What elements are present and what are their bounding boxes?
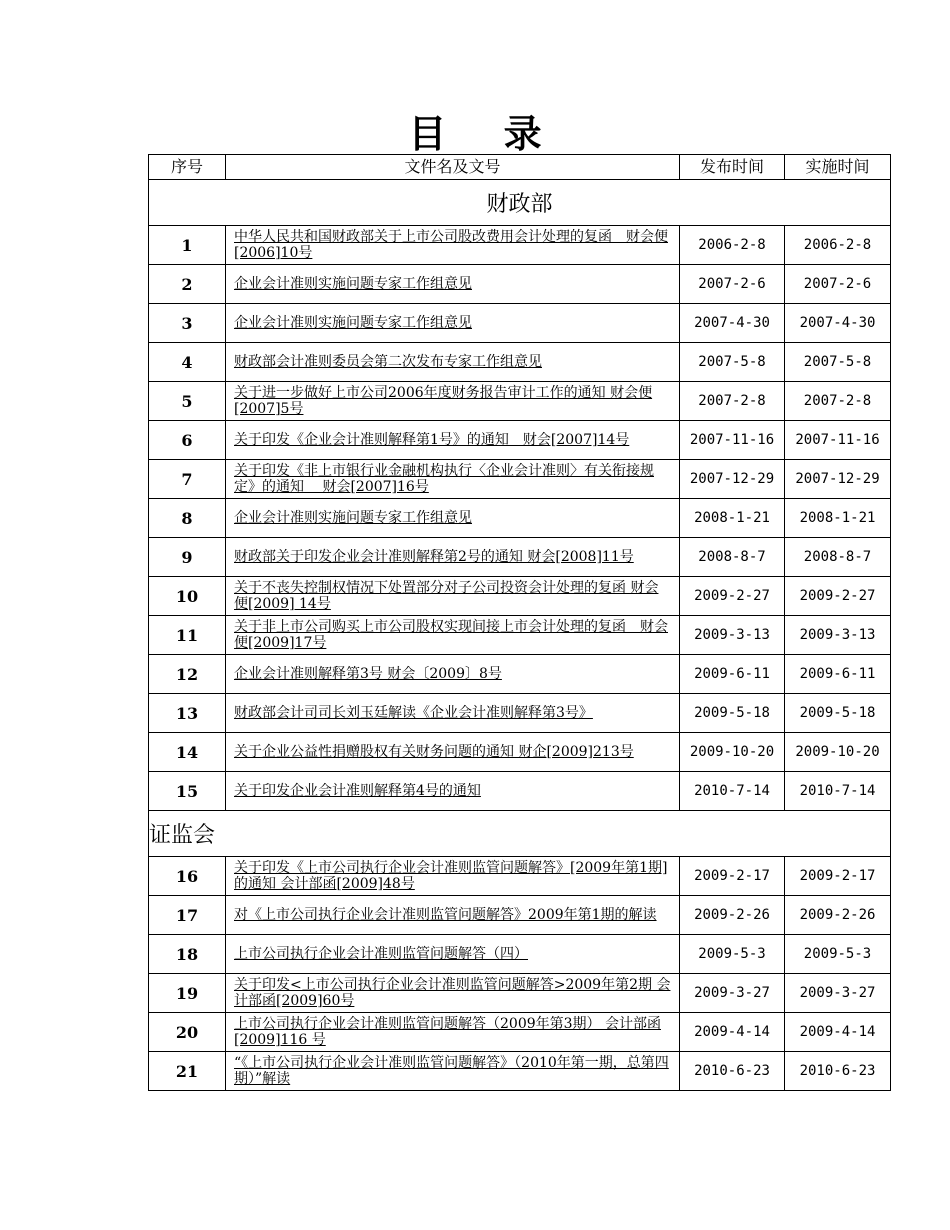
publish-date: 2007-2-8 xyxy=(680,382,785,421)
table-row xyxy=(149,772,891,811)
document-link[interactable]: 关于进一步做好上市公司2006年度财务报告审计工作的通知 财会便[2007]5号 xyxy=(234,385,653,417)
section-row xyxy=(149,811,891,857)
effective-date: 2009-3-13 xyxy=(785,616,891,655)
effective-date: 2009-5-18 xyxy=(785,694,891,733)
document-link[interactable]: 企业会计准则实施问题专家工作组意见 xyxy=(234,510,472,526)
row-number: 10 xyxy=(149,577,226,616)
toc-body xyxy=(149,155,891,1091)
table-row xyxy=(149,1052,891,1091)
document-link[interactable]: 企业会计准则解释第3号 财会〔2009〕8号 xyxy=(234,666,502,682)
publish-date: 2007-4-30 xyxy=(680,304,785,343)
table-row xyxy=(149,577,891,616)
table-row xyxy=(149,896,891,935)
document-link[interactable]: 对《上市公司执行企业会计准则监管问题解答》2009年第1期的解读 xyxy=(234,907,657,923)
document-link[interactable]: 关于非上市公司购买上市公司股权实现间接上市会计处理的复函 财会便[2009]17号 xyxy=(234,619,668,651)
publish-date: 2008-8-7 xyxy=(680,538,785,577)
document-link[interactable]: 上市公司执行企业会计准则监管问题解答（2009年第3期） 会计部函[2009]116 号 xyxy=(234,1016,661,1048)
row-number: 13 xyxy=(149,694,226,733)
document-cell xyxy=(226,460,680,499)
row-number: 12 xyxy=(149,655,226,694)
header-effective: 实施时间 xyxy=(785,155,891,180)
document-link[interactable]: “《上市公司执行企业会计准则监管问题解答》（2010年第一期，总第四期）”解读 xyxy=(234,1055,669,1087)
row-number: 9 xyxy=(149,538,226,577)
table-row xyxy=(149,1013,891,1052)
row-number: 17 xyxy=(149,896,226,935)
effective-date: 2008-1-21 xyxy=(785,499,891,538)
publish-date: 2009-5-18 xyxy=(680,694,785,733)
row-number: 18 xyxy=(149,935,226,974)
document-cell xyxy=(226,1052,680,1091)
row-number: 2 xyxy=(149,265,226,304)
row-number: 16 xyxy=(149,857,226,896)
publish-date: 2010-6-23 xyxy=(680,1052,785,1091)
publish-date: 2009-3-13 xyxy=(680,616,785,655)
row-number: 11 xyxy=(149,616,226,655)
publish-date: 2009-6-11 xyxy=(680,655,785,694)
effective-date: 2010-7-14 xyxy=(785,772,891,811)
table-row xyxy=(149,460,891,499)
table-row xyxy=(149,343,891,382)
document-link[interactable]: 上市公司执行企业会计准则监管问题解答（四） xyxy=(234,946,528,962)
document-cell xyxy=(226,226,680,265)
publish-date: 2009-2-17 xyxy=(680,857,785,896)
document-cell xyxy=(226,935,680,974)
header-publish: 发布时间 xyxy=(680,155,785,180)
document-cell xyxy=(226,655,680,694)
row-number: 5 xyxy=(149,382,226,421)
table-row xyxy=(149,265,891,304)
document-link[interactable]: 关于印发《非上市银行业金融机构执行〈企业会计准则〉有关衔接规定》的通知 财会[2007]16号 xyxy=(234,463,654,495)
document-link[interactable]: 财政部会计准则委员会第二次发布专家工作组意见 xyxy=(234,354,542,370)
table-row xyxy=(149,694,891,733)
document-link[interactable]: 关于印发<上市公司执行企业会计准则监管问题解答>2009年第2期 会计部函[2009]60号 xyxy=(234,977,671,1009)
document-cell xyxy=(226,343,680,382)
header-name: 文件名及文号 xyxy=(226,155,680,180)
document-cell xyxy=(226,694,680,733)
publish-date: 2006-2-8 xyxy=(680,226,785,265)
effective-date: 2009-3-27 xyxy=(785,974,891,1013)
row-number: 4 xyxy=(149,343,226,382)
publish-date: 2009-5-3 xyxy=(680,935,785,974)
table-row xyxy=(149,935,891,974)
document-cell xyxy=(226,772,680,811)
table-row xyxy=(149,655,891,694)
effective-date: 2010-6-23 xyxy=(785,1052,891,1091)
publish-date: 2010-7-14 xyxy=(680,772,785,811)
effective-date: 2007-12-29 xyxy=(785,460,891,499)
document-cell xyxy=(226,499,680,538)
row-number: 3 xyxy=(149,304,226,343)
document-cell xyxy=(226,1013,680,1052)
effective-date: 2009-10-20 xyxy=(785,733,891,772)
publish-date: 2008-1-21 xyxy=(680,499,785,538)
page-title: 目 录 xyxy=(408,111,564,156)
section-title: 财政部 xyxy=(149,180,891,226)
effective-date: 2009-2-26 xyxy=(785,896,891,935)
row-number: 19 xyxy=(149,974,226,1013)
document-cell xyxy=(226,577,680,616)
publish-date: 2009-10-20 xyxy=(680,733,785,772)
document-link[interactable]: 企业会计准则实施问题专家工作组意见 xyxy=(234,276,472,292)
table-row xyxy=(149,616,891,655)
table-row xyxy=(149,733,891,772)
effective-date: 2007-5-8 xyxy=(785,343,891,382)
publish-date: 2007-5-8 xyxy=(680,343,785,382)
effective-date: 2009-2-17 xyxy=(785,857,891,896)
document-link[interactable]: 关于印发企业会计准则解释第4号的通知 xyxy=(234,783,481,799)
document-link[interactable]: 关于印发《企业会计准则解释第1号》的通知 财会[2007]14号 xyxy=(234,432,630,448)
document-link[interactable]: 企业会计准则实施问题专家工作组意见 xyxy=(234,315,472,331)
effective-date: 2006-2-8 xyxy=(785,226,891,265)
row-number: 20 xyxy=(149,1013,226,1052)
publish-date: 2009-2-26 xyxy=(680,896,785,935)
document-link[interactable]: 财政部关于印发企业会计准则解释第2号的通知 财会[2008]11号 xyxy=(234,549,634,565)
publish-date: 2007-12-29 xyxy=(680,460,785,499)
document-link[interactable]: 关于不丧失控制权情况下处置部分对子公司投资会计处理的复函 财会便[2009] 14号 xyxy=(234,580,659,612)
section-title: 证监会 xyxy=(149,811,891,857)
row-number: 21 xyxy=(149,1052,226,1091)
document-cell xyxy=(226,421,680,460)
document-cell xyxy=(226,538,680,577)
document-cell xyxy=(226,265,680,304)
document-link[interactable]: 关于企业公益性捐赠股权有关财务问题的通知 财企[2009]213号 xyxy=(234,744,634,760)
document-cell xyxy=(226,974,680,1013)
row-number: 1 xyxy=(149,226,226,265)
publish-date: 2007-11-16 xyxy=(680,421,785,460)
header-row xyxy=(149,155,891,180)
table-row xyxy=(149,382,891,421)
effective-date: 2007-2-8 xyxy=(785,382,891,421)
document-cell xyxy=(226,896,680,935)
row-number: 15 xyxy=(149,772,226,811)
table-row xyxy=(149,304,891,343)
table-row xyxy=(149,421,891,460)
row-number: 14 xyxy=(149,733,226,772)
row-number: 7 xyxy=(149,460,226,499)
row-number: 8 xyxy=(149,499,226,538)
publish-date: 2009-3-27 xyxy=(680,974,785,1013)
table-row xyxy=(149,226,891,265)
document-cell xyxy=(226,616,680,655)
document-link[interactable]: 关于印发《上市公司执行企业会计准则监管问题解答》[2009年第1期]的通知 会计部函[2009]48号 xyxy=(234,860,668,892)
header-num: 序号 xyxy=(149,155,226,180)
effective-date: 2008-8-7 xyxy=(785,538,891,577)
section-row xyxy=(149,180,891,226)
effective-date: 2009-4-14 xyxy=(785,1013,891,1052)
effective-date: 2009-6-11 xyxy=(785,655,891,694)
document-link[interactable]: 中华人民共和国财政部关于上市公司股改费用会计处理的复函 财会便[2006]10号 xyxy=(234,229,668,261)
publish-date: 2009-4-14 xyxy=(680,1013,785,1052)
table-row xyxy=(149,974,891,1013)
document-link[interactable]: 财政部会计司司长刘玉廷解读《企业会计准则解释第3号》 xyxy=(234,705,593,721)
document-cell xyxy=(226,304,680,343)
document-cell xyxy=(226,857,680,896)
toc-table xyxy=(148,154,891,1091)
table-row xyxy=(149,499,891,538)
table-row xyxy=(149,857,891,896)
table-row xyxy=(149,538,891,577)
document-cell xyxy=(226,382,680,421)
effective-date: 2009-5-3 xyxy=(785,935,891,974)
effective-date: 2009-2-27 xyxy=(785,577,891,616)
effective-date: 2007-2-6 xyxy=(785,265,891,304)
row-number: 6 xyxy=(149,421,226,460)
publish-date: 2007-2-6 xyxy=(680,265,785,304)
effective-date: 2007-4-30 xyxy=(785,304,891,343)
effective-date: 2007-11-16 xyxy=(785,421,891,460)
publish-date: 2009-2-27 xyxy=(680,577,785,616)
document-cell xyxy=(226,733,680,772)
